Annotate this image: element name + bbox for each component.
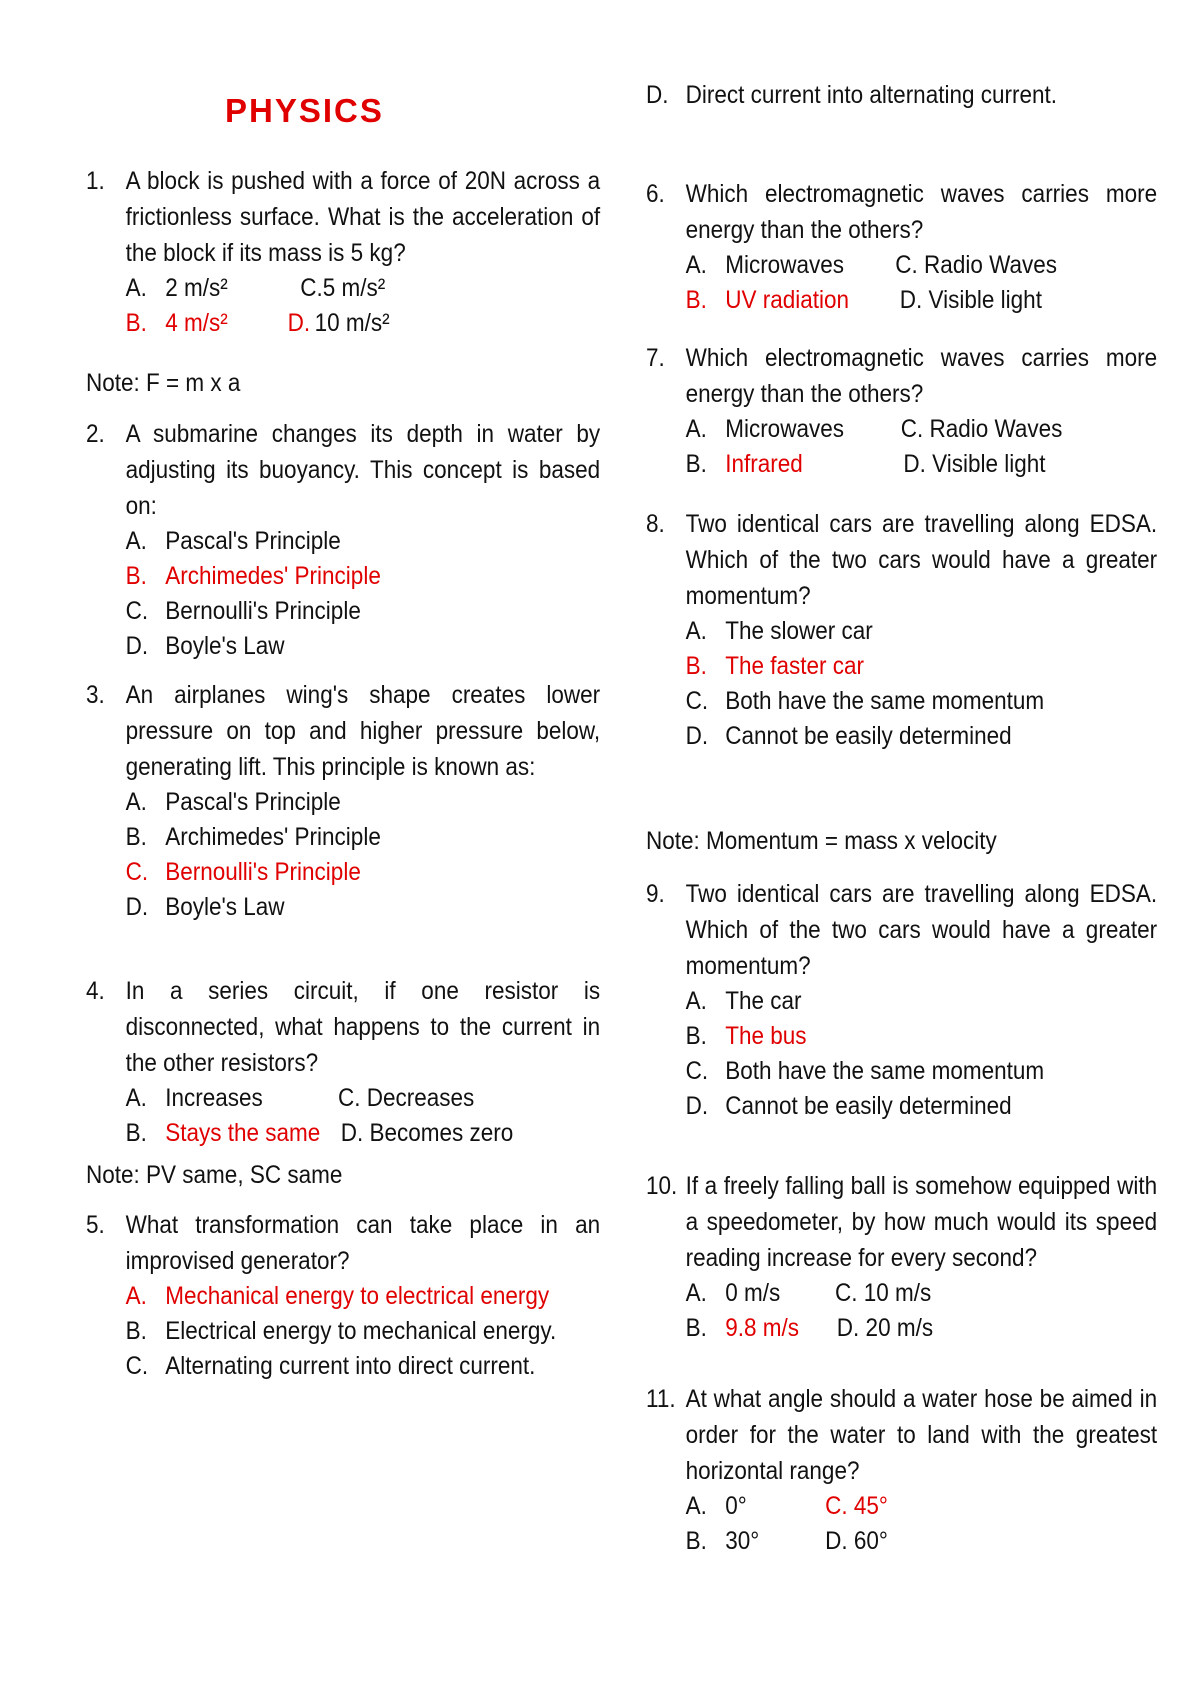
option-c (86, 1349, 640, 1384)
option-c-text: C. 10 m/s (835, 1279, 932, 1307)
option-b-text-answer: UV radiation (725, 286, 850, 314)
option-a (646, 984, 1197, 1019)
question-number: 9. (646, 880, 665, 908)
option-text: Direct current into alternating current. (685, 81, 1058, 109)
option-a (86, 785, 640, 820)
question-stem: Two identical cars are travelling along EDSA. Which of the two cars would have a greater momentum? (685, 510, 1158, 610)
option-letter: B. (125, 823, 147, 851)
question-8 (646, 506, 1158, 754)
option-text: Cannot be easily determined (725, 1092, 1012, 1120)
option-a-letter: A. (125, 274, 147, 302)
option-letter: D. (125, 632, 149, 660)
option-text: Archimedes' Principle (165, 562, 381, 590)
option-a-text: 0 m/s (725, 1279, 781, 1307)
option-d (646, 78, 1157, 113)
option-letter: D. (646, 81, 669, 109)
option-text: Electrical energy to mechanical energy. (165, 1317, 557, 1345)
option-letter: C. (125, 597, 149, 625)
option-a-text: 0° (725, 1492, 747, 1520)
question-9 (646, 876, 1158, 1124)
option-a-answer (86, 1279, 640, 1314)
option-d (86, 890, 640, 925)
option-text-answer: The bus (725, 1022, 807, 1050)
option-letter: A. (125, 1282, 147, 1310)
question-stem: Which electromagnetic waves carries more energy than the others? (685, 180, 1158, 244)
option-text: Bernoulli's Principle (165, 597, 361, 625)
question-number: 5. (86, 1211, 105, 1239)
question-10-options-row-2 (646, 1311, 1118, 1346)
option-letter: B. (685, 652, 707, 680)
question-number: 4. (86, 977, 105, 1005)
question-number: 10. (646, 1172, 678, 1200)
option-d (86, 629, 640, 664)
question-6 (646, 176, 1158, 318)
option-letter: C. (685, 687, 709, 715)
option-d-text: D. 20 m/s (836, 1314, 934, 1342)
note-8: Note: Momentum = mass x velocity (646, 827, 997, 855)
question-number: 2. (86, 420, 105, 448)
option-b (646, 1019, 1197, 1054)
question-stem: In a series circuit, if one resistor is disconnected, what happens to the current in the other resistors? (125, 977, 601, 1077)
question-5-continued (646, 78, 1118, 113)
option-text: Both have the same momentum (725, 1057, 1045, 1085)
option-text: Bernoulli's Principle (165, 858, 361, 886)
option-a-letter: A. (685, 251, 707, 279)
option-text: Alternating current into direct current. (165, 1352, 536, 1380)
option-c (86, 594, 640, 629)
question-stem: If a freely falling ball is somehow equipped with a speedometer, by how much would its speed reading increase for every second? (685, 1172, 1158, 1272)
option-text: Archimedes' Principle (165, 823, 381, 851)
question-8-text (646, 506, 1157, 614)
question-number: 3. (86, 681, 105, 709)
question-3 (86, 677, 601, 925)
option-a-text: Microwaves (725, 251, 844, 279)
option-a-text: Microwaves (725, 415, 844, 443)
option-b-letter: B. (685, 1314, 707, 1342)
option-text: Pascal's Principle (165, 788, 341, 816)
option-d-text: 10 m/s² (314, 309, 390, 337)
option-b-letter: B. (685, 1527, 707, 1555)
option-letter: C. (125, 858, 149, 886)
option-text: Mechanical energy to electrical energy (165, 1282, 550, 1310)
question-5 (86, 1207, 601, 1384)
option-text: The car (725, 987, 802, 1015)
option-d-text: D. 60° (825, 1527, 888, 1555)
option-a (86, 524, 640, 559)
question-stem: What transformation can take place in an improvised generator? (125, 1211, 601, 1275)
option-d-text: D. Becomes zero (340, 1119, 514, 1147)
question-stem: An airplanes wing's shape creates lower pressure on top and higher pressure below, generating lift. This principle is known as: (125, 681, 601, 781)
question-1-options-row-1 (86, 271, 561, 306)
option-c-letter: C. (300, 274, 323, 302)
question-7 (646, 340, 1158, 482)
note-1: Note: F = m x a (86, 369, 241, 397)
option-b-letter: B. (685, 450, 707, 478)
question-7-options-row-2 (646, 447, 1118, 482)
option-b (86, 1314, 640, 1349)
question-4-options-row-2 (86, 1116, 561, 1151)
option-letter: B. (125, 1317, 147, 1345)
question-stem: A block is pushed with a force of 20N across a frictionless surface. What is the acceleration of the block if its mass is 5 kg? (125, 167, 601, 267)
page-title: PHYSICS (225, 92, 384, 129)
option-a-text: 2 m/s² (165, 274, 228, 302)
option-c (646, 684, 1197, 719)
option-a-letter: A. (685, 415, 707, 443)
question-6-options-row-2 (646, 283, 1118, 318)
question-stem: Two identical cars are travelling along EDSA. Which of the two cars would have a greater momentum? (685, 880, 1158, 980)
question-1 (86, 163, 601, 341)
question-4-options-row-1 (86, 1081, 561, 1116)
note-4: Note: PV same, SC same (86, 1161, 343, 1189)
option-c-text: C. Radio Waves (895, 251, 1058, 279)
question-10-text (646, 1168, 1157, 1276)
option-letter: A. (125, 527, 147, 555)
option-d-letter: D. (287, 309, 311, 337)
option-d-text: D. Visible light (899, 286, 1042, 314)
option-a-letter: A. (685, 1492, 707, 1520)
option-b-text-answer: Stays the same (165, 1119, 321, 1147)
question-stem: Which electromagnetic waves carries more energy than the others? (685, 344, 1158, 408)
option-letter: D. (685, 722, 709, 750)
option-letter: D. (685, 1092, 709, 1120)
option-b-text: 30° (725, 1527, 760, 1555)
option-a (646, 614, 1197, 649)
question-11-text (646, 1381, 1157, 1489)
option-c-text: 5 m/s² (322, 274, 386, 302)
option-text: The faster car (725, 652, 865, 680)
question-11-options-row-2 (646, 1524, 1118, 1559)
option-letter: B. (685, 1022, 707, 1050)
question-number: 6. (646, 180, 665, 208)
option-b-text-answer: 9.8 m/s (725, 1314, 799, 1342)
option-b-letter: B. (685, 286, 707, 314)
option-letter: B. (125, 562, 147, 590)
option-text: Boyle's Law (165, 893, 285, 921)
question-7-options-row-1 (646, 412, 1118, 447)
question-5-text (86, 1207, 600, 1279)
option-letter: D. (125, 893, 149, 921)
option-letter: A. (685, 987, 707, 1015)
question-1-options-row-2 (86, 306, 561, 341)
question-10-options-row-1 (646, 1276, 1118, 1311)
option-c (646, 1054, 1197, 1089)
option-letter: C. (125, 1352, 149, 1380)
option-b (86, 820, 640, 855)
option-c-text: C. Decreases (338, 1084, 475, 1112)
option-letter: A. (125, 788, 147, 816)
question-number: 7. (646, 344, 665, 372)
option-d-text: D. Visible light (903, 450, 1046, 478)
option-text: Pascal's Principle (165, 527, 341, 555)
question-10 (646, 1168, 1158, 1346)
option-b-letter: B. (125, 309, 147, 337)
option-b-text-answer: Infrared (725, 450, 803, 478)
question-number: 11. (646, 1385, 676, 1413)
option-b-answer (86, 559, 640, 594)
question-2-text (86, 416, 600, 524)
question-stem: A submarine changes its depth in water by adjusting its buoyancy. This concept is based on: (125, 420, 601, 520)
option-letter: C. (685, 1057, 709, 1085)
option-text: Cannot be easily determined (725, 722, 1012, 750)
option-a-text: Increases (165, 1084, 263, 1112)
option-a-letter: A. (685, 1279, 707, 1307)
question-number: 8. (646, 510, 665, 538)
question-11 (646, 1381, 1158, 1559)
option-text: Boyle's Law (165, 632, 285, 660)
question-number: 1. (86, 167, 105, 195)
option-d (646, 1089, 1197, 1124)
option-c-answer (86, 855, 640, 890)
question-9-text (646, 876, 1157, 984)
question-stem: At what angle should a water hose be aimed in order for the water to land with the greatest horizontal range? (685, 1385, 1158, 1485)
option-text: The slower car (725, 617, 873, 645)
question-6-text (646, 176, 1157, 248)
question-3-text (86, 677, 600, 785)
option-c-text: C. Radio Waves (900, 415, 1063, 443)
option-d (646, 719, 1197, 754)
question-4 (86, 973, 601, 1151)
option-c-text-answer: C. 45° (825, 1492, 888, 1520)
question-11-options-row-1 (646, 1489, 1118, 1524)
option-b-answer (646, 649, 1197, 684)
question-2 (86, 416, 601, 664)
question-6-options-row-1 (646, 248, 1118, 283)
option-letter: A. (685, 617, 707, 645)
question-4-text (86, 973, 600, 1081)
option-b-letter: B. (125, 1119, 147, 1147)
question-7-text (646, 340, 1157, 412)
option-a-letter: A. (125, 1084, 147, 1112)
question-1-text (86, 163, 600, 271)
option-text: Both have the same momentum (725, 687, 1045, 715)
option-b-text-answer: 4 m/s² (165, 309, 228, 337)
